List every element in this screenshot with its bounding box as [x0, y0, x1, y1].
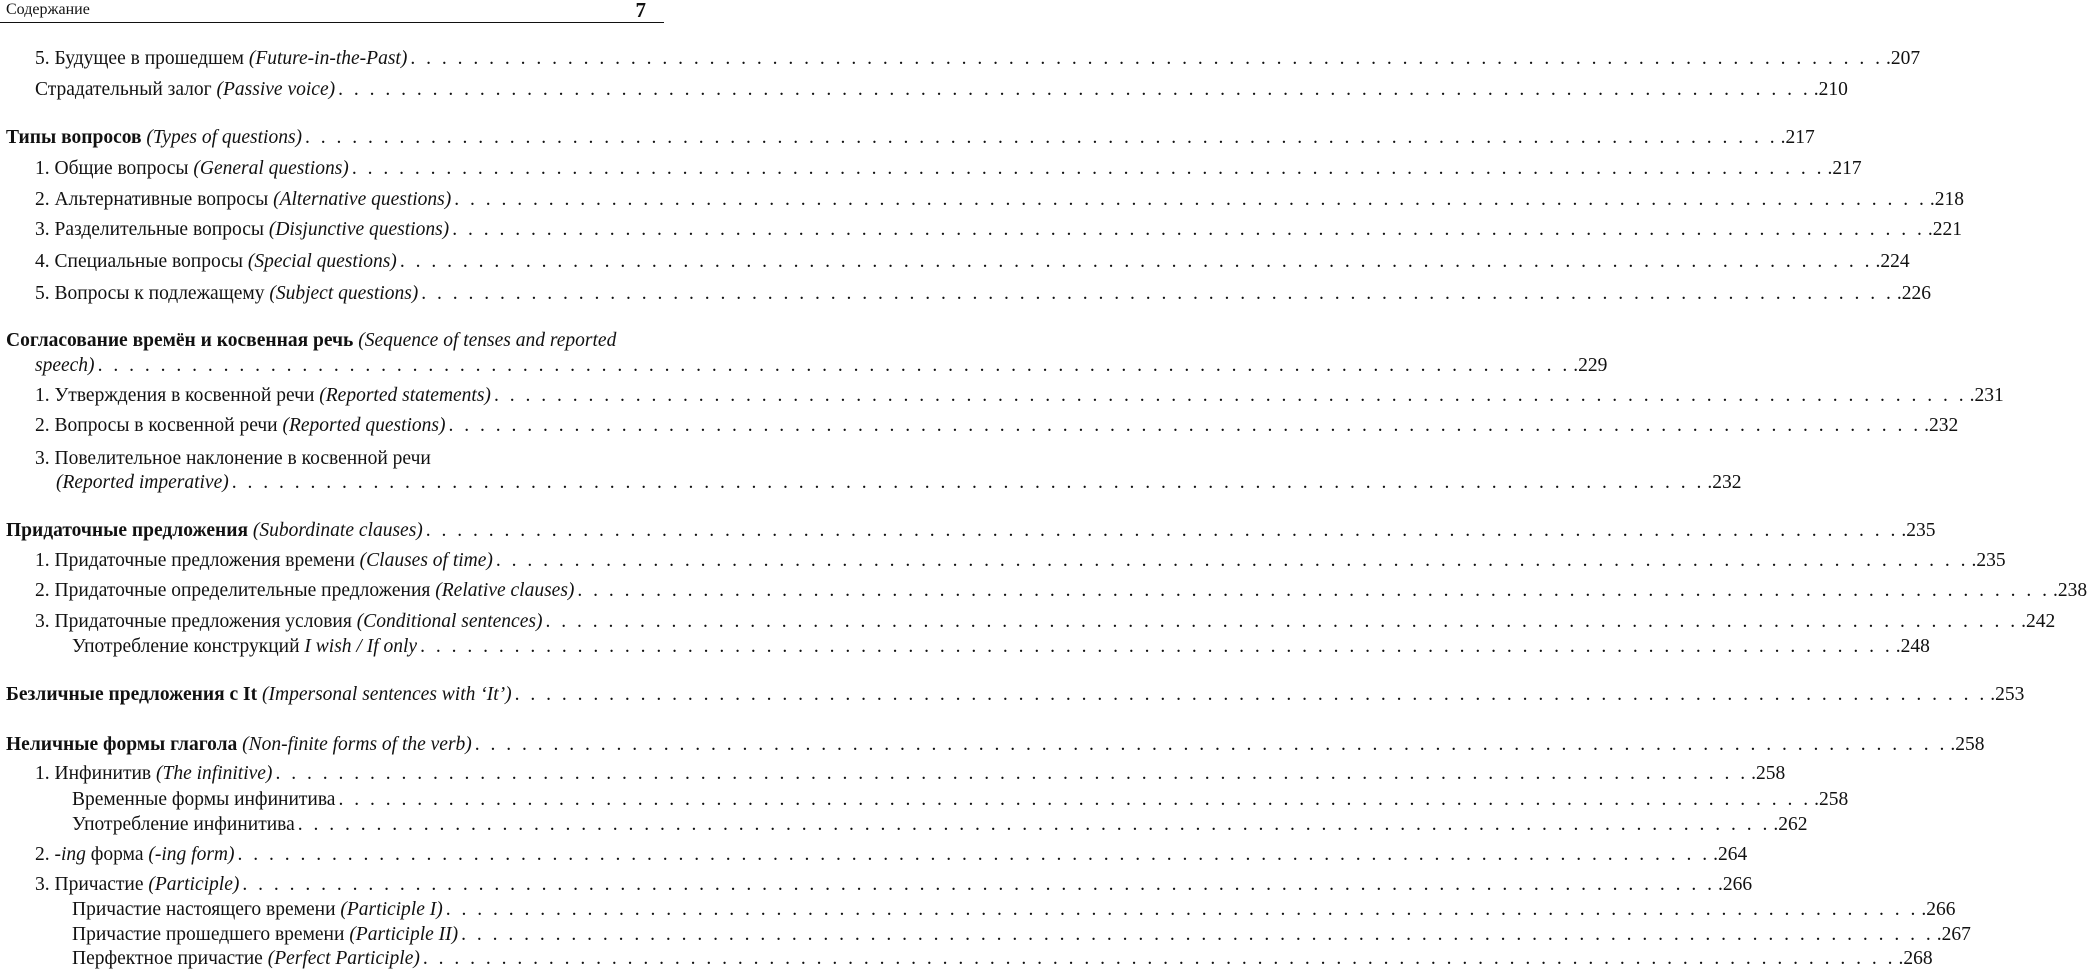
- dot-leader: [449, 415, 1922, 437]
- toc-entry: 2. Придаточные определительные предложения (Relative clauses) . . . .238: [35, 580, 658, 604]
- page-ref: .268: [1898, 948, 1933, 969]
- toc-section: Безличные предложения с It (Impersonal sentences with ‘It’) . . . .253: [6, 684, 658, 708]
- page-ref: .224: [1875, 251, 1910, 272]
- dot-leader: [352, 158, 1825, 180]
- toc-entry: 1. Придаточные предложения времени (Clauses of time) . . . .235: [35, 550, 658, 574]
- toc-section-line1: Согласование времён и косвенная речь (Sequence of tenses and reported: [6, 330, 617, 351]
- dot-leader: [515, 684, 1988, 706]
- page-ref: .266: [1921, 899, 1956, 920]
- page-ref: .235: [1971, 550, 2006, 571]
- page-ref: .258: [1950, 734, 1985, 755]
- dot-leader: [298, 814, 1771, 836]
- dot-leader: [421, 283, 1894, 305]
- toc-entry: 4. Специальные вопросы (Special questions) . . . .224: [35, 251, 658, 275]
- page-ref: .232: [1707, 472, 1742, 493]
- toc-entry: Употребление конструкций I wish / If only . . . .248: [72, 636, 658, 660]
- dot-leader: [98, 355, 1571, 377]
- page-ref: .238: [2053, 580, 2087, 601]
- dot-leader: [454, 189, 1927, 211]
- dot-leader: [426, 520, 1899, 542]
- page-ref: .221: [1927, 219, 1962, 240]
- toc-entry: 3. Причастие (Participle) . . . .266: [35, 874, 658, 898]
- header-page-number: 7: [635, 0, 646, 22]
- page-ref: .232: [1924, 415, 1959, 436]
- page-ref: .217: [1827, 158, 1862, 179]
- dot-leader: [410, 48, 1883, 70]
- toc-section-line2: speech) . . . .229: [35, 355, 658, 379]
- page-ref: .235: [1901, 520, 1936, 541]
- toc-entry: 5. Вопросы к подлежащему (Subject questions) . . . .226: [35, 283, 658, 307]
- page-ref: .207: [1885, 48, 1921, 69]
- dot-leader: [545, 611, 2018, 633]
- toc-entry-line2: (Reported imperative) . . . .232: [56, 472, 658, 496]
- dot-leader: [420, 636, 1893, 658]
- page-ref: .253: [1990, 684, 2025, 705]
- dot-leader: [452, 219, 1925, 241]
- toc-entry: 2. Вопросы в косвенной речи (Reported questions) . . . .232: [35, 415, 658, 439]
- dot-leader: [461, 924, 1934, 946]
- toc-entry-line1: 3. Повелительное наклонение в косвенной речи: [35, 448, 431, 469]
- page-ref: .210: [1813, 79, 1848, 100]
- toc-entry: Временные формы инфинитива . . . .258: [72, 789, 658, 813]
- dot-leader: [446, 899, 1919, 921]
- page-ref: .218: [1929, 189, 1965, 210]
- page-ref: .248: [1895, 636, 1930, 657]
- dot-leader: [577, 580, 2050, 602]
- toc-entry: 3. Разделительные вопросы (Disjunctive questions) . . . .221: [35, 219, 658, 243]
- page-ref: .258: [1814, 789, 1849, 810]
- toc-entry: Употребление инфинитива . . . .262: [72, 814, 658, 838]
- dot-leader: [494, 385, 1967, 407]
- dot-leader: [305, 127, 1778, 149]
- page-ref: .242: [2021, 611, 2056, 632]
- toc-entry: Причастие настоящего времени (Participle I) . . . .266: [72, 899, 658, 923]
- header-title: Содержание: [6, 1, 90, 18]
- dot-leader: [238, 844, 1711, 866]
- dot-leader: [242, 874, 1715, 896]
- dot-leader: [400, 251, 1873, 273]
- page-ref: .231: [1969, 385, 2004, 406]
- dot-leader: [232, 472, 1705, 494]
- dot-leader: [275, 763, 1748, 785]
- toc-entry: Причастие прошедшего времени (Participle II) . . . .267: [72, 924, 658, 948]
- header-rule: [0, 22, 664, 23]
- toc-entry: 3. Придаточные предложения условия (Conditional sentences) . . . .242: [35, 611, 658, 635]
- dot-leader: [423, 948, 1896, 970]
- toc-entry: 1. Общие вопросы (General questions) . . . .217: [35, 158, 658, 182]
- toc-entry: Страдательный залог (Passive voice) . . . .210: [35, 79, 658, 103]
- page-ref: .226: [1896, 283, 1932, 304]
- toc-entry: 2. Альтернативные вопросы (Alternative questions) . . . .218: [35, 189, 658, 213]
- toc-section: Типы вопросов (Types of questions) . . . .217: [6, 127, 658, 151]
- page-ref: .229: [1573, 355, 1608, 376]
- page-ref: .264: [1713, 844, 1748, 865]
- page-ref: .267: [1936, 924, 1971, 945]
- toc-section: Неличные формы глагола (Non-finite forms of the verb) . . . .258: [6, 734, 658, 758]
- toc-entry: 1. Утверждения в косвенной речи (Reported statements) . . . .231: [35, 385, 658, 409]
- page-ref: .262: [1773, 814, 1808, 835]
- page-header: [0, 0, 664, 26]
- dot-leader: [338, 789, 1811, 811]
- dot-leader: [338, 79, 1811, 101]
- toc-entry: 1. Инфинитив (The infinitive) . . . .258: [35, 763, 658, 787]
- page-ref: .258: [1751, 763, 1786, 784]
- page-ref: .217: [1780, 127, 1815, 148]
- toc-entry: 2. -ing форма (-ing form) . . . .264: [35, 844, 658, 868]
- toc-entry: Перфектное причастие (Perfect Participle) . . . .268: [72, 948, 658, 972]
- toc-entry: 5. Будущее в прошедшем (Future-in-the-Past) . . . .207: [35, 48, 658, 72]
- dot-leader: [475, 734, 1948, 756]
- page-ref: .266: [1717, 874, 1753, 895]
- toc-section: Придаточные предложения (Subordinate clauses) . . . .235: [6, 520, 658, 544]
- dot-leader: [496, 550, 1969, 572]
